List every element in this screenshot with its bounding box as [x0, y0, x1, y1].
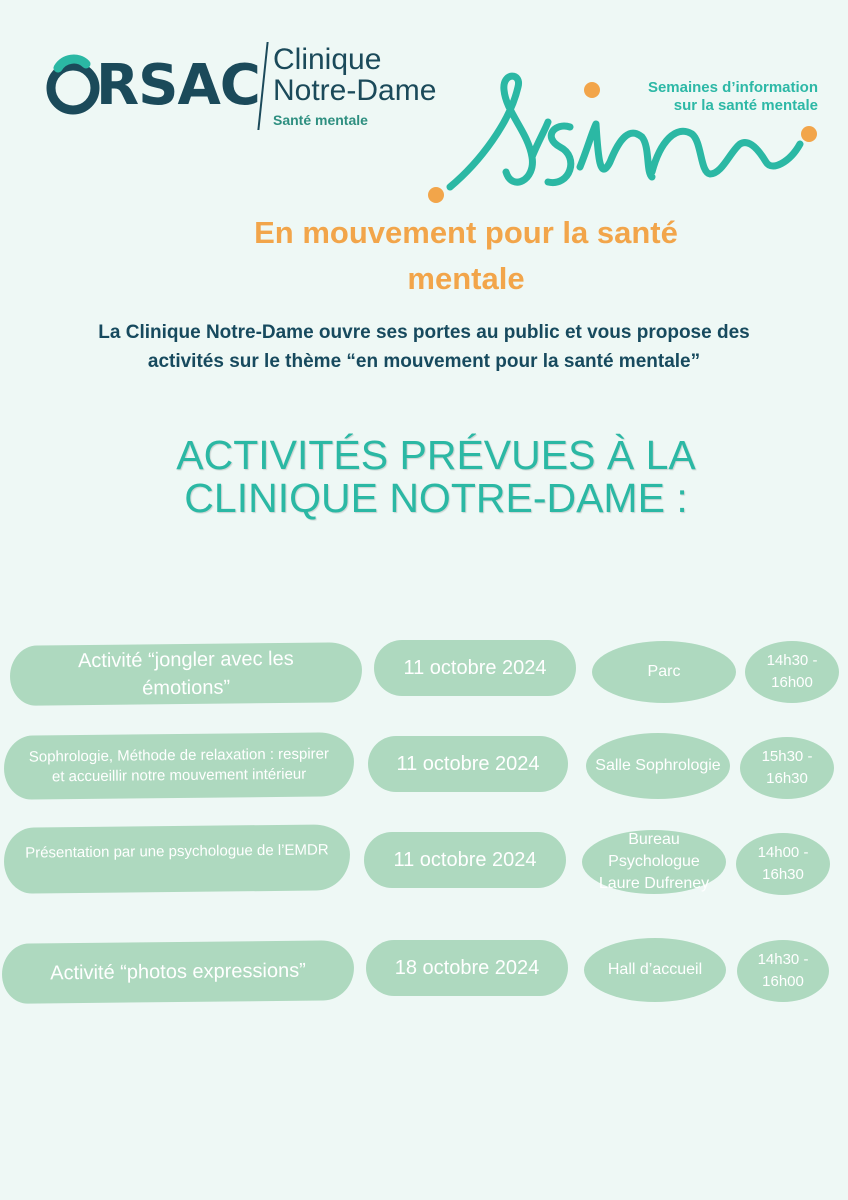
intro-line-1: La Clinique Notre-Dame ouvre ses portes au public et vous propose des — [98, 322, 750, 343]
activity-name-line: Activité “photos expressions” — [50, 959, 306, 985]
activity-date: 11 octobre 2024 — [374, 640, 576, 696]
activity-time — [736, 833, 830, 895]
headline — [0, 210, 848, 302]
activity-date: 11 octobre 2024 — [364, 832, 566, 888]
activity-place-line: Hall d’accueil — [607, 961, 703, 978]
headline-line-2: mentale — [407, 261, 525, 296]
activity-time-line: 14h30 - — [757, 951, 809, 968]
clinique-subtitle: Santé mentale — [273, 112, 368, 128]
section-title-line-2: CLINIQUE NOTRE-DAME : — [184, 475, 688, 521]
activity-time-line: 16h30 — [766, 770, 808, 787]
activity-time — [737, 940, 829, 1002]
sism-caption — [648, 79, 818, 115]
activity-time-line: 14h00 - — [757, 844, 809, 861]
clinique-name — [273, 44, 436, 106]
activity-name-line: Sophrologie, Méthode de relaxation : respirer — [28, 745, 330, 766]
activity-place-line: Bureau — [628, 831, 680, 848]
orsac-wordmark: RSAC — [96, 53, 260, 118]
activity-place-line: Laure Dufreney — [598, 875, 710, 892]
activity-place — [582, 830, 726, 894]
activity-place — [586, 733, 730, 799]
section-title-line-1: ACTIVITÉS PRÉVUES À LA — [176, 432, 696, 478]
activity-name-line: et accueillir notre mouvement intérieur — [51, 765, 307, 786]
activity-name — [10, 642, 363, 706]
activity-time-line: 15h30 - — [761, 748, 813, 765]
activity-place — [584, 938, 726, 1002]
activity-date: 11 octobre 2024 — [368, 736, 568, 792]
activity-name-line: Présentation par une psychologue de l’EMDR — [25, 841, 329, 862]
activity-time-line: 16h00 — [762, 973, 804, 990]
activity-place — [592, 641, 736, 703]
clinique-name-line-1: Clinique — [273, 43, 382, 76]
activity-name — [2, 940, 355, 1004]
section-title — [100, 434, 772, 520]
activity-time-line: 16h30 — [762, 866, 804, 883]
activity-time — [745, 641, 839, 703]
activity-date: 18 octobre 2024 — [366, 940, 568, 996]
intro-line-2: activités sur le thème “en mouvement pour la santé mentale” — [147, 351, 701, 372]
activity-time — [740, 737, 834, 799]
clinique-name-line-2: Notre-Dame — [273, 74, 437, 107]
activity-name — [4, 824, 351, 894]
activity-time-line: 14h30 - — [766, 652, 818, 669]
activity-place-line: Psychologue — [608, 853, 700, 870]
activity-name-line: émotions” — [142, 676, 231, 700]
headline-line-1: En mouvement pour la santé — [254, 215, 678, 250]
sism-caption-line-1: Semaines d’information — [647, 79, 818, 96]
sism-caption-line-2: sur la santé mentale — [673, 97, 818, 114]
activity-name — [4, 732, 355, 800]
orsac-logo — [44, 50, 260, 122]
intro-text — [40, 318, 808, 376]
activity-name-line: Activité “jongler avec les — [77, 647, 294, 673]
activity-place-line: Salle Sophrologie — [595, 757, 721, 774]
activity-time-line: 16h00 — [771, 674, 813, 691]
activity-place-line: Parc — [647, 663, 681, 680]
